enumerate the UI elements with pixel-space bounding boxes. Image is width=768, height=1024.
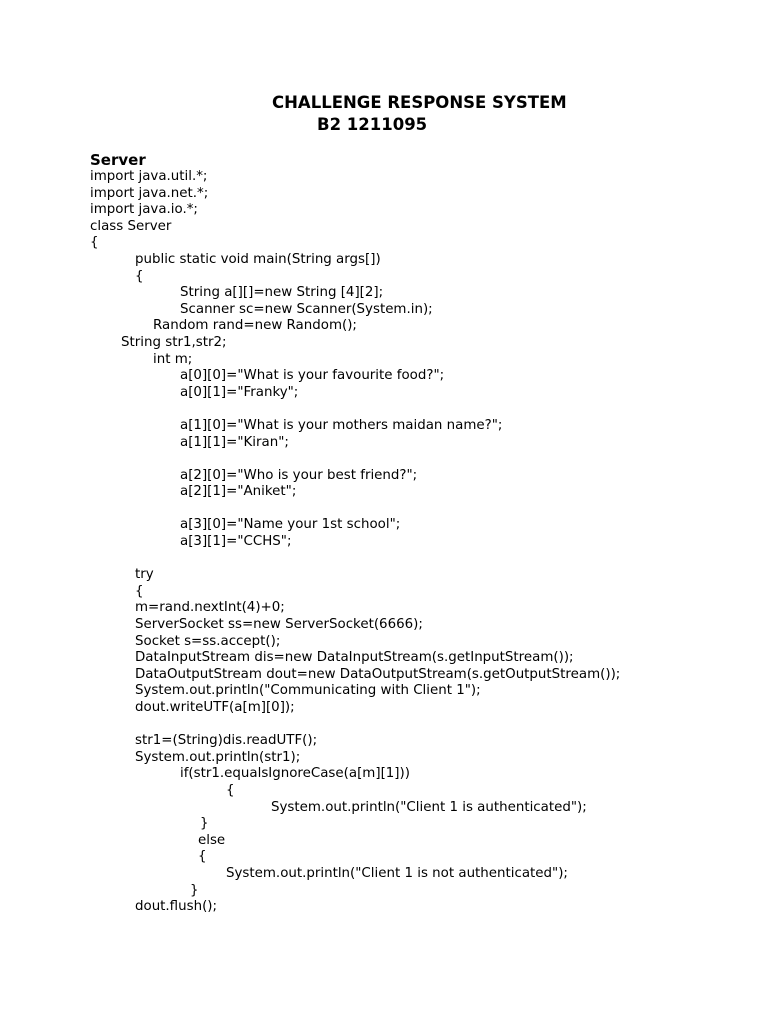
code-line: a[1][0]="What is your mothers maidan name?";	[180, 417, 503, 433]
code-line: a[1][1]="Kiran";	[180, 434, 289, 450]
code-line	[90, 501, 760, 518]
code-line: m=rand.nextInt(4)+0;	[135, 600, 285, 616]
code-line	[90, 717, 760, 734]
code-line: String str1,str2;	[121, 334, 227, 350]
code-line: import java.io.*;	[90, 202, 198, 218]
code-line	[90, 401, 760, 418]
code-line: Random rand=new Random();	[153, 318, 357, 334]
code-line: int m;	[153, 351, 193, 367]
code-line: a[0][0]="What is your favourite food?";	[180, 368, 445, 384]
code-line: {	[135, 268, 144, 284]
code-line: }	[200, 816, 209, 832]
code-line: System.out.println("Client 1 is authenticated");	[271, 799, 587, 815]
code-line: str1=(String)dis.readUTF();	[135, 733, 318, 749]
code-line: System.out.println("Client 1 is not authenticated");	[226, 865, 568, 881]
document-title: CHALLENGE RESPONSE SYSTEM	[272, 93, 567, 112]
code-line: a[0][1]="Franky";	[180, 384, 299, 400]
code-line: Scanner sc=new Scanner(System.in);	[180, 301, 433, 317]
code-line: {	[135, 583, 144, 599]
code-line: a[2][1]="Aniket";	[180, 484, 297, 500]
document-subtitle: B2 1211095	[317, 115, 428, 134]
code-line: Socket s=ss.accept();	[135, 633, 281, 649]
code-line: import java.net.*;	[90, 185, 209, 201]
code-line: {	[90, 235, 99, 251]
code-line: dout.writeUTF(a[m][0]);	[135, 700, 295, 715]
code-line: public static void main(String args[])	[135, 251, 381, 267]
code-listing	[90, 169, 760, 916]
code-line: class Server	[90, 218, 172, 234]
code-line: DataInputStream dis=new DataInputStream(s.getInputStream());	[135, 650, 574, 666]
section-heading: Server	[90, 151, 146, 169]
code-line: {	[226, 782, 235, 798]
code-line: else	[198, 832, 226, 848]
code-line: dout.flush();	[135, 899, 218, 915]
code-line: try	[135, 567, 154, 583]
code-line: System.out.println(str1);	[135, 749, 301, 765]
code-line: }	[190, 882, 199, 898]
code-line: DataOutputStream dout=new DataOutputStream(s.getOutputStream());	[135, 666, 621, 682]
code-line: System.out.println("Communicating with Client 1");	[135, 683, 481, 699]
code-line: {	[198, 849, 207, 865]
code-line: if(str1.equalsIgnoreCase(a[m][1]))	[180, 766, 410, 782]
code-line: String a[][]=new String [4][2];	[180, 285, 384, 301]
code-line	[90, 551, 760, 568]
code-line: a[3][0]="Name your 1st school";	[180, 517, 401, 533]
code-line: a[2][0]="Who is your best friend?";	[180, 467, 418, 483]
code-line: ServerSocket ss=new ServerSocket(6666);	[135, 617, 423, 633]
code-line: import java.util.*;	[90, 169, 208, 184]
code-line: a[3][1]="CCHS";	[180, 534, 292, 550]
code-line	[90, 451, 760, 468]
